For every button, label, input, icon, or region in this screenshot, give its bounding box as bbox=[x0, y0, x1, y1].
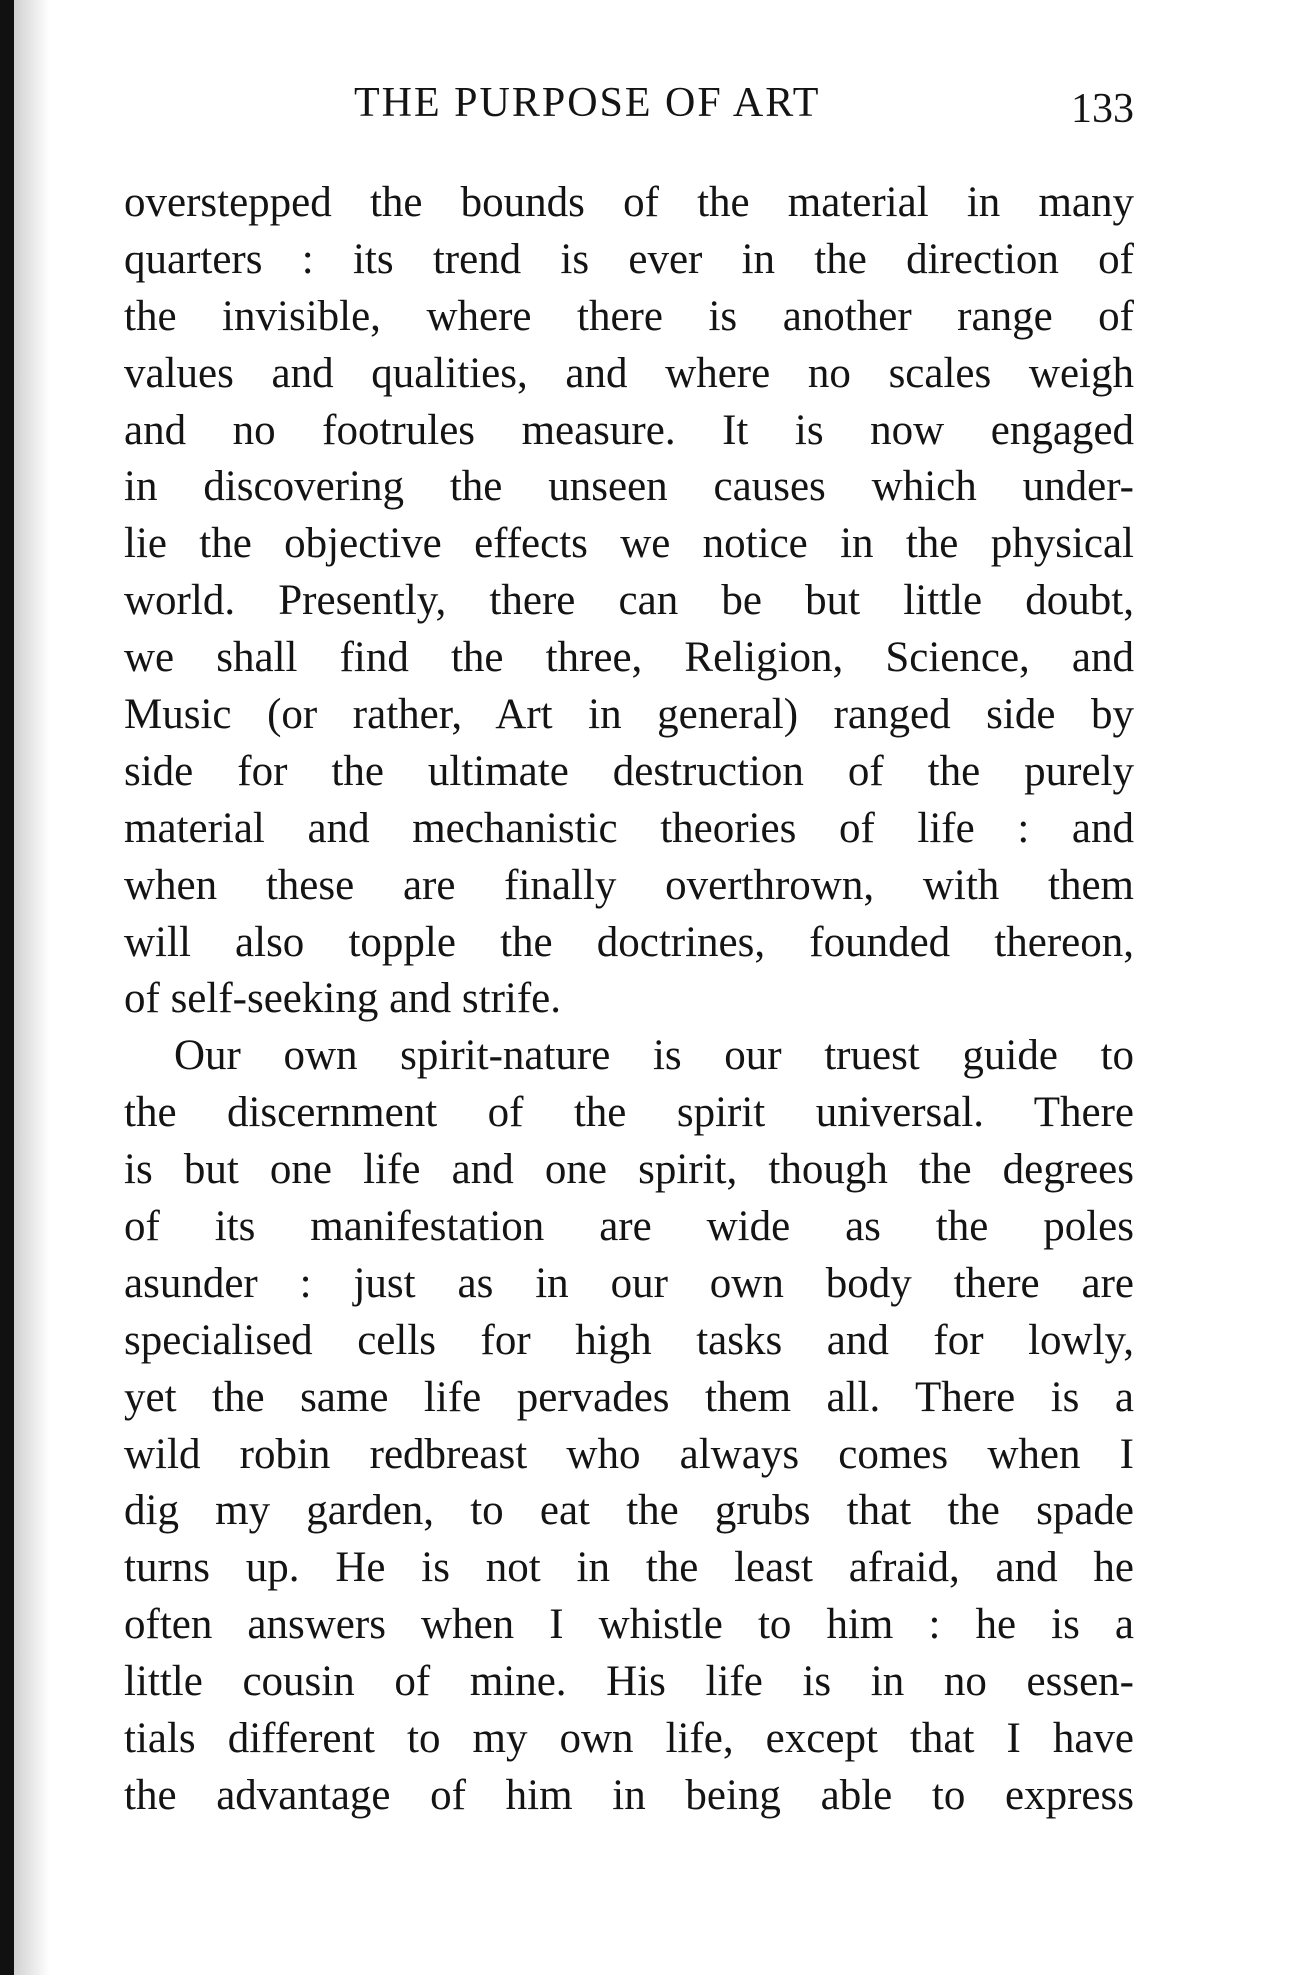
body-text bbox=[124, 175, 1134, 1825]
text-line: specialised cells for high tasks and for lowly, bbox=[124, 1316, 1134, 1364]
text-line: in discovering the unseen causes which under- bbox=[124, 463, 1134, 511]
text-line: and no footrules measure. It is now engaged bbox=[124, 406, 1134, 454]
page-binding-shadow bbox=[14, 0, 50, 1975]
text-line: dig my garden, to eat the grubs that the spade bbox=[124, 1487, 1134, 1535]
page-binding-edge bbox=[0, 0, 14, 1975]
page-number: 133 bbox=[1071, 86, 1134, 132]
text-line: material and mechanistic theories of life : and bbox=[124, 804, 1134, 852]
text-line: side for the ultimate destruction of the purely bbox=[124, 747, 1134, 795]
text-line: Music (or rather, Art in general) ranged side by bbox=[124, 691, 1134, 739]
text-line: overstepped the bounds of the material in many bbox=[124, 179, 1134, 226]
text-line: the discernment of the spirit universal. There bbox=[124, 1089, 1134, 1137]
text-line: quarters : its trend is ever in the direction of bbox=[124, 235, 1134, 283]
text-line: wild robin redbreast who always comes when I bbox=[124, 1430, 1134, 1478]
text-line: when these are finally overthrown, with them bbox=[124, 861, 1134, 909]
text-line: will also topple the doctrines, founded thereon, bbox=[124, 918, 1134, 966]
text-line: of its manifestation are wide as the poles bbox=[124, 1203, 1134, 1251]
text-line: lie the objective effects we notice in the physical bbox=[124, 520, 1134, 568]
running-title: THE PURPOSE OF ART bbox=[354, 80, 821, 126]
text-line: turns up. He is not in the least afraid, and he bbox=[124, 1544, 1134, 1592]
text-line: is but one life and one spirit, though the degrees bbox=[124, 1146, 1134, 1194]
text-line: tials different to my own life, except that I have bbox=[124, 1715, 1134, 1763]
text-line: the invisible, where there is another range of bbox=[124, 292, 1134, 340]
text-line: yet the same life pervades them all. There is a bbox=[124, 1373, 1134, 1421]
paragraph-end-line: of self-seeking and strife. bbox=[124, 975, 562, 1023]
text-line: often answers when I whistle to him : he is a bbox=[124, 1601, 1134, 1649]
text-line: asunder : just as in our own body there are bbox=[124, 1259, 1134, 1307]
text-line: values and qualities, and where no scales weigh bbox=[124, 349, 1134, 397]
text-line: little cousin of mine. His life is in no essen- bbox=[124, 1658, 1134, 1706]
paragraph-start-line: Our own spirit-nature is our truest guide to bbox=[174, 1032, 1134, 1080]
text-line: the advantage of him in being able to express bbox=[124, 1771, 1134, 1819]
running-header bbox=[124, 78, 1134, 132]
text-line: we shall find the three, Religion, Science, and bbox=[124, 634, 1134, 682]
text-line: world. Presently, there can be but little doubt, bbox=[124, 577, 1134, 625]
